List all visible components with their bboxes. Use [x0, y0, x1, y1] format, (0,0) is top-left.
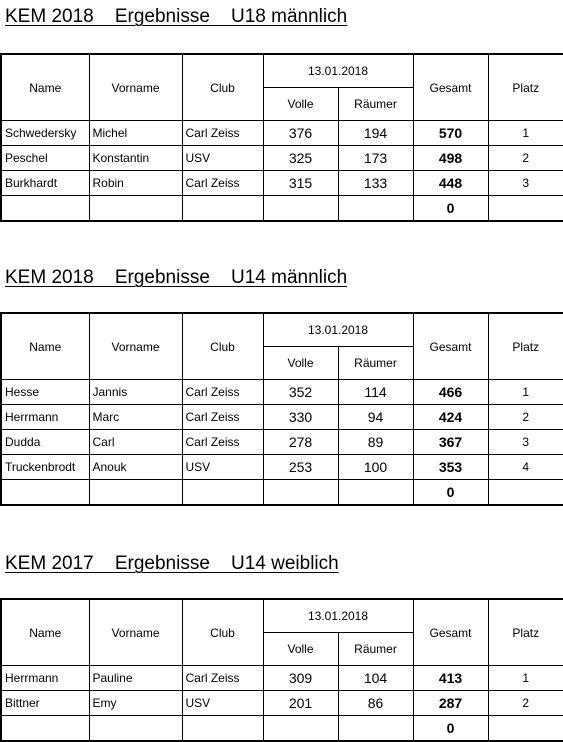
table-row	[1, 455, 563, 480]
cell-platz: 1	[488, 121, 563, 146]
header-date: 13.01.2018	[263, 54, 413, 88]
table-row	[1, 480, 563, 506]
header-platz: Platz	[488, 313, 563, 380]
header-gesamt: Gesamt	[413, 54, 488, 121]
cell-gesamt: 570	[413, 121, 488, 146]
cell-club	[182, 196, 263, 222]
table-row	[1, 146, 563, 171]
cell-name: Peschel	[1, 146, 89, 171]
cell-club: Carl Zeiss	[182, 430, 263, 455]
cell-gesamt: 424	[413, 405, 488, 430]
cell-raeumer: 173	[338, 146, 413, 171]
cell-raeumer: 89	[338, 430, 413, 455]
cell-vorname: Marc	[89, 405, 182, 430]
header-vorname: Vorname	[89, 313, 182, 380]
table-row	[1, 196, 563, 222]
cell-volle: 325	[263, 146, 338, 171]
cell-club: Carl Zeiss	[182, 121, 263, 146]
cell-volle	[263, 716, 338, 742]
table-row	[1, 380, 563, 405]
cell-volle	[263, 480, 338, 506]
cell-platz: 3	[488, 171, 563, 196]
cell-vorname: Anouk	[89, 455, 182, 480]
cell-name	[1, 196, 89, 222]
cell-gesamt: 367	[413, 430, 488, 455]
cell-club: Carl Zeiss	[182, 171, 263, 196]
results-table	[0, 598, 563, 742]
cell-platz: 2	[488, 146, 563, 171]
cell-name: Bittner	[1, 691, 89, 716]
cell-name: Schwedersky	[1, 121, 89, 146]
cell-club: Carl Zeiss	[182, 405, 263, 430]
section-title: KEM 2018 Ergebnisse U14 männlich	[5, 267, 348, 288]
cell-raeumer	[338, 480, 413, 506]
cell-name: Herrmann	[1, 666, 89, 691]
cell-platz: 2	[488, 405, 563, 430]
cell-gesamt: 466	[413, 380, 488, 405]
cell-volle: 315	[263, 171, 338, 196]
table-row	[1, 171, 563, 196]
cell-platz	[488, 480, 563, 506]
table-row	[1, 666, 563, 691]
header-volle: Volle	[263, 633, 338, 666]
header-date: 13.01.2018	[263, 599, 413, 633]
cell-vorname: Michel	[89, 121, 182, 146]
header-raeumer: Räumer	[338, 88, 413, 121]
cell-platz: 4	[488, 455, 563, 480]
header-name: Name	[1, 313, 89, 380]
cell-name: Burkhardt	[1, 171, 89, 196]
cell-platz	[488, 196, 563, 222]
cell-volle: 352	[263, 380, 338, 405]
cell-volle: 376	[263, 121, 338, 146]
cell-club: Carl Zeiss	[182, 666, 263, 691]
cell-gesamt: 0	[413, 196, 488, 222]
cell-raeumer: 86	[338, 691, 413, 716]
header-platz: Platz	[488, 599, 563, 666]
header-vorname: Vorname	[89, 54, 182, 121]
table-row	[1, 691, 563, 716]
cell-club: USV	[182, 146, 263, 171]
cell-vorname	[89, 716, 182, 742]
cell-gesamt: 498	[413, 146, 488, 171]
cell-volle: 309	[263, 666, 338, 691]
cell-name: Truckenbrodt	[1, 455, 89, 480]
cell-name: Hesse	[1, 380, 89, 405]
cell-raeumer: 114	[338, 380, 413, 405]
section-title: KEM 2017 Ergebnisse U14 weiblich	[5, 553, 339, 574]
cell-volle: 253	[263, 455, 338, 480]
cell-vorname: Carl	[89, 430, 182, 455]
cell-vorname	[89, 480, 182, 506]
header-volle: Volle	[263, 347, 338, 380]
section-title: KEM 2018 Ergebnisse U18 männlich	[5, 6, 348, 27]
cell-vorname	[89, 196, 182, 222]
cell-raeumer: 104	[338, 666, 413, 691]
cell-vorname: Robin	[89, 171, 182, 196]
cell-volle: 201	[263, 691, 338, 716]
header-vorname: Vorname	[89, 599, 182, 666]
cell-raeumer: 100	[338, 455, 413, 480]
cell-raeumer	[338, 196, 413, 222]
cell-gesamt: 353	[413, 455, 488, 480]
header-raeumer: Räumer	[338, 347, 413, 380]
cell-vorname: Emy	[89, 691, 182, 716]
header-club: Club	[182, 599, 263, 666]
cell-gesamt: 0	[413, 480, 488, 506]
cell-club: Carl Zeiss	[182, 380, 263, 405]
header-platz: Platz	[488, 54, 563, 121]
header-club: Club	[182, 313, 263, 380]
cell-gesamt: 287	[413, 691, 488, 716]
cell-platz: 3	[488, 430, 563, 455]
cell-raeumer: 194	[338, 121, 413, 146]
cell-platz: 1	[488, 380, 563, 405]
cell-club	[182, 716, 263, 742]
header-date: 13.01.2018	[263, 313, 413, 347]
header-club: Club	[182, 54, 263, 121]
cell-volle	[263, 196, 338, 222]
results-table	[0, 312, 563, 506]
cell-vorname: Jannis	[89, 380, 182, 405]
table-row	[1, 121, 563, 146]
cell-gesamt: 413	[413, 666, 488, 691]
cell-vorname: Pauline	[89, 666, 182, 691]
cell-gesamt: 448	[413, 171, 488, 196]
cell-club: USV	[182, 691, 263, 716]
cell-club	[182, 480, 263, 506]
cell-platz	[488, 716, 563, 742]
header-name: Name	[1, 54, 89, 121]
header-gesamt: Gesamt	[413, 313, 488, 380]
cell-club: USV	[182, 455, 263, 480]
table-row	[1, 716, 563, 742]
cell-raeumer	[338, 716, 413, 742]
cell-vorname: Konstantin	[89, 146, 182, 171]
cell-raeumer: 94	[338, 405, 413, 430]
table-row	[1, 405, 563, 430]
header-raeumer: Räumer	[338, 633, 413, 666]
table-row	[1, 430, 563, 455]
cell-volle: 278	[263, 430, 338, 455]
results-table	[0, 53, 563, 222]
cell-name: Dudda	[1, 430, 89, 455]
cell-volle: 330	[263, 405, 338, 430]
cell-platz: 2	[488, 691, 563, 716]
cell-raeumer: 133	[338, 171, 413, 196]
cell-gesamt: 0	[413, 716, 488, 742]
cell-name	[1, 480, 89, 506]
cell-name: Herrmann	[1, 405, 89, 430]
header-volle: Volle	[263, 88, 338, 121]
header-gesamt: Gesamt	[413, 599, 488, 666]
header-name: Name	[1, 599, 89, 666]
cell-platz: 1	[488, 666, 563, 691]
cell-name	[1, 716, 89, 742]
